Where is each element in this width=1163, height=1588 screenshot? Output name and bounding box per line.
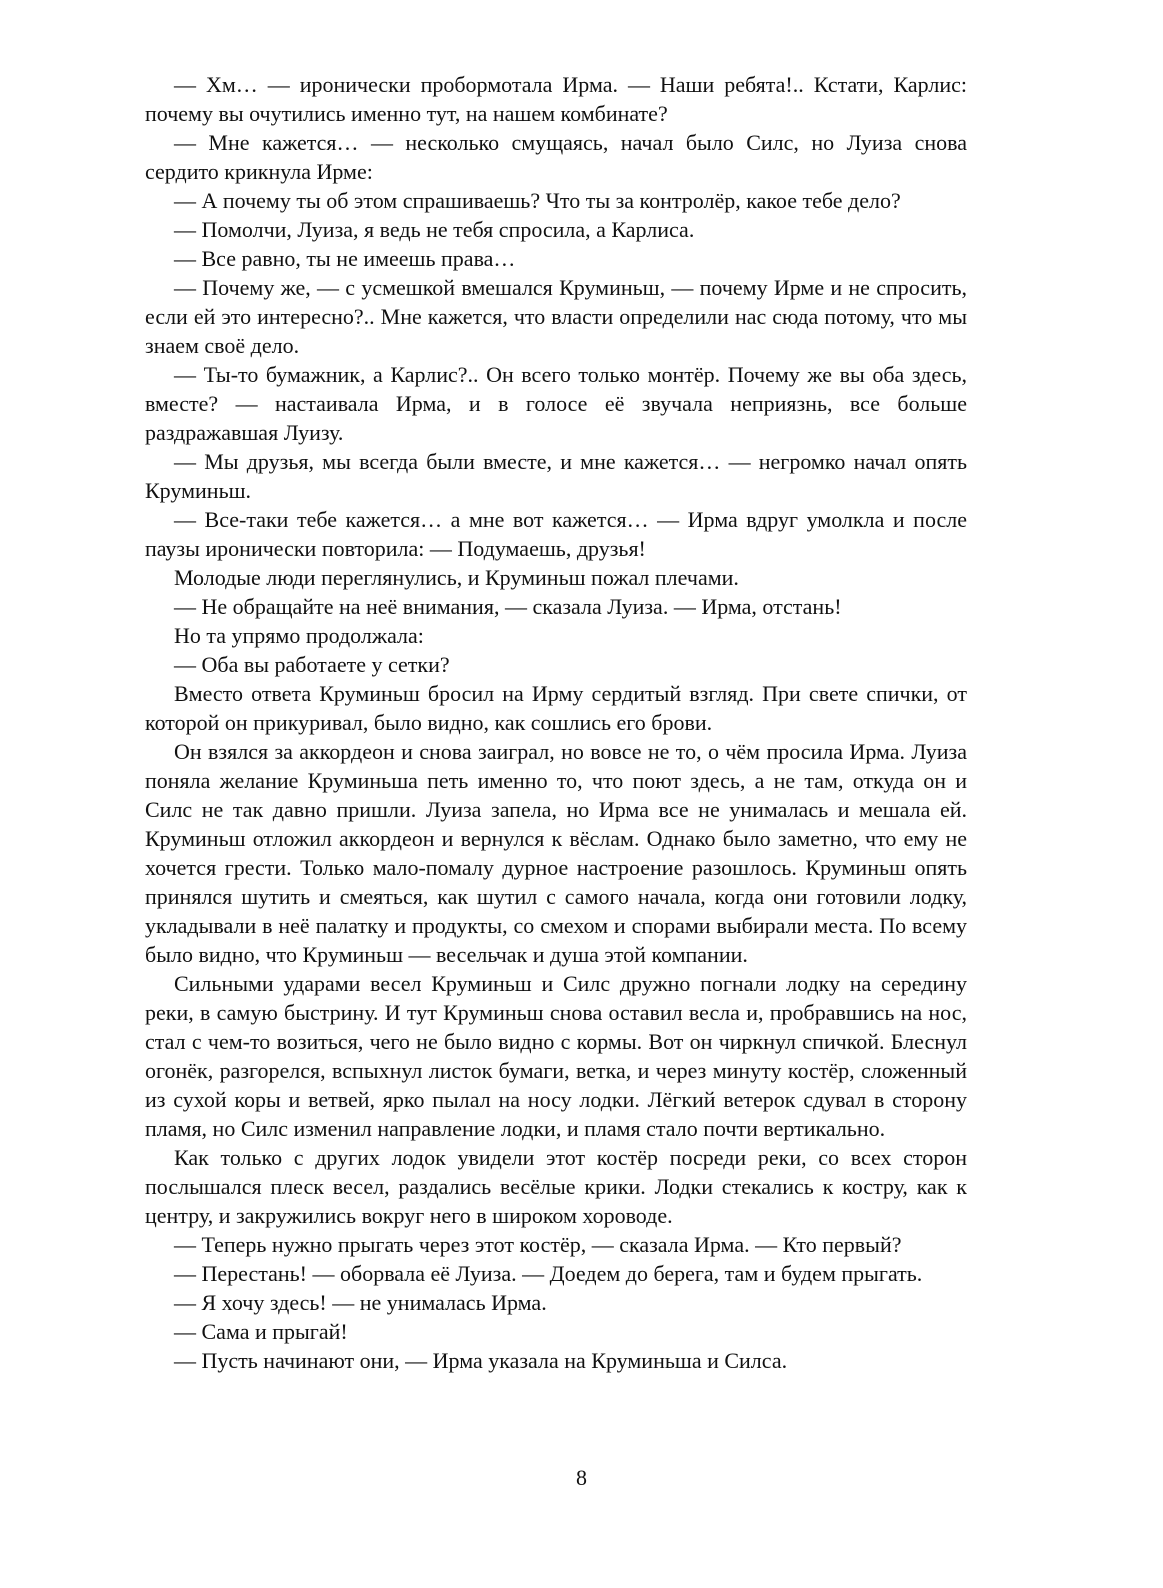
- paragraph-3: — А почему ты об этом спрашиваешь? Что ты за контролёр, какое тебе дело?: [174, 188, 901, 213]
- paragraph-14: Вместо ответа Круминьш бросил на Ирму сердитый взгляд. При свете спички, от которой он прикуривал, было видно, как сошлись его брови.: [145, 681, 967, 735]
- paragraph-17: Как только с других лодок увидели этот костёр посреди реки, со всех сторон послышался плеск весел, раздались весёлые крики. Лодки стекались к костру, как к центру, и закружились вокруг него в широком хороводе.: [145, 1145, 967, 1228]
- paragraph-11: — Не обращайте на неё внимания, — сказала Луиза. — Ирма, отстань!: [174, 594, 842, 619]
- paragraph-18: — Теперь нужно прыгать через этот костёр, — сказала Ирма. — Кто первый?: [174, 1232, 902, 1257]
- paragraph-10: Молодые люди переглянулись, и Круминьш пожал плечами.: [174, 565, 739, 590]
- paragraph-12: Но та упрямо продолжала:: [174, 623, 424, 648]
- paragraph-9: — Все-таки тебе кажется… а мне вот кажется… — Ирма вдруг умолкла и после паузы иронически повторила: — Подумаешь, друзья!: [145, 507, 967, 561]
- paragraph-2: — Мне кажется… — несколько смущаясь, начал было Силс, но Луиза снова сердито крикнула Ирме:: [145, 130, 967, 184]
- paragraph-8: — Мы друзья, мы всегда были вместе, и мне кажется… — негромко начал опять Круминьш.: [145, 449, 967, 503]
- paragraph-22: — Пусть начинают они, — Ирма указала на Круминьша и Силса.: [174, 1348, 788, 1373]
- paragraph-6: — Почему же, — с усмешкой вмешался Круминьш, — почему Ирме и не спросить, если ей это интересно?.. Мне кажется, что власти определили нас сюда потому, что мы знаем своё дело.: [145, 275, 967, 358]
- paragraph-20: — Я хочу здесь! — не унималась Ирма.: [174, 1290, 547, 1315]
- paragraph-5: — Все равно, ты не имеешь права…: [174, 246, 516, 271]
- paragraph-19: — Перестань! — оборвала её Луиза. — Доедем до берега, там и будем прыгать.: [174, 1261, 923, 1286]
- page-body: [145, 70, 967, 1375]
- paragraph-13: — Оба вы работаете у сетки?: [174, 652, 450, 677]
- paragraph-21: — Сама и прыгай!: [174, 1319, 348, 1344]
- paragraph-7: — Ты-то бумажник, а Карлис?.. Он всего только монтёр. Почему же вы оба здесь, вместе? — настаивала Ирма, и в голосе её звучала неприязнь, все больше раздражавшая Луизу.: [145, 362, 967, 445]
- paragraph-15: Он взялся за аккордеон и снова заиграл, но вовсе не то, о чём просила Ирма. Луиза поняла желание Круминьша петь именно то, что поют здесь, а не там, откуда он и Силс не так давно пришли. Луиза запела, но Ирма все не унималась и мешала ей. Круминьш отложил аккордеон и вернулся к вёслам. Однако было заметно, что ему не хочется грести. Только мало-помалу дурное настроение разошлось. Круминьш опять принялся шутить и смеяться, как шутил с самого начала, когда они готовили лодку, укладывали в неё палатку и продукты, со смехом и спорами выбирали места. По всему было видно, что Круминьш — весельчак и душа этой компании.: [145, 739, 967, 967]
- paragraph-16: Сильными ударами весел Круминьш и Силс дружно погнали лодку на середину реки, в самую быстрину. И тут Круминьш снова оставил весла и, пробравшись на нос, стал с чем-то возиться, чего не было видно с кормы. Вот он чиркнул спичкой. Блеснул огонёк, разгорелся, вспыхнул листок бумаги, ветка, и через минуту костёр, сложенный из сухой коры и ветвей, ярко пылал на носу лодки. Лёгкий ветерок сдувал в сторону пламя, но Силс изменил направление лодки, и пламя стало почти вертикально.: [145, 971, 967, 1141]
- paragraph-4: — Помолчи, Луиза, я ведь не тебя спросила, а Карлиса.: [174, 217, 695, 242]
- page-number: 8: [576, 1465, 587, 1490]
- paragraph-1: — Хм… — иронически пробормотала Ирма. — Наши ребята!.. Кстати, Карлис: почему вы очутились именно тут, на нашем комбинате?: [145, 72, 967, 126]
